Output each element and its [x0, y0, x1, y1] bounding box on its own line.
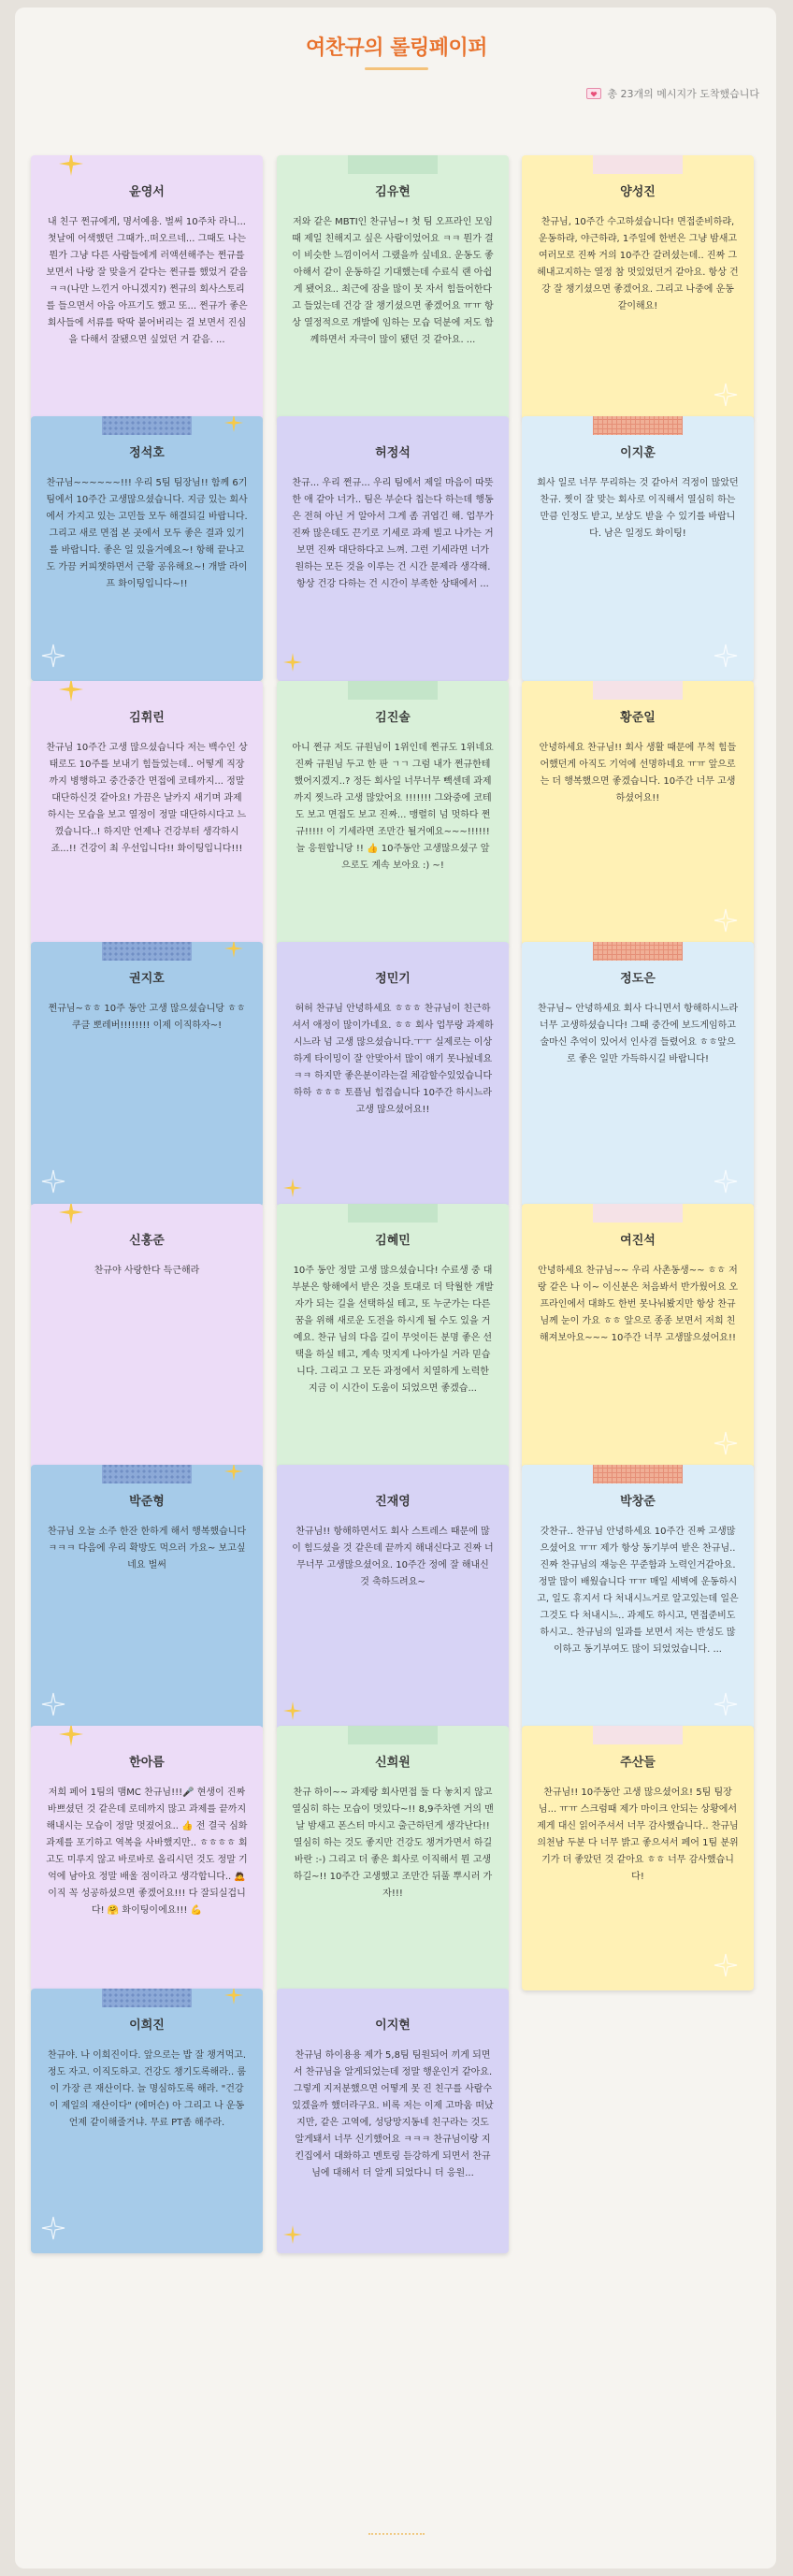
washi-tape: [348, 681, 438, 700]
sparkle-icon: [282, 652, 303, 676]
card-message: 10주 동안 정말 고생 많으셨습니다! 수료생 중 대부분은 항해에서 받은 것을 토대로 더 탁월한 개발자가 되는 길을 선택하실 테고, 또 누군가는 다른 꿈을 위해 새로운 도전을 하시게 될 수도 있을 거예요. 찬규 님의 다음 길이 무엇이든 분명 좋은 선택을 하실 테고, 계속 멋지게 나아가실 거라 믿습니다. 그리고 그 모든 과정에서 치열하게 노력한 지금 이 시간이 도움이 되었으면 좋겠습...: [292, 1266, 494, 1394]
message-card[interactable]: [277, 1465, 509, 1729]
washi-tape: [593, 681, 683, 700]
message-card[interactable]: [522, 155, 754, 420]
washi-tape: [593, 942, 683, 961]
card-message: 찬규님 10주간 고생 많으셨습니다 저는 백수인 상태로도 10주를 보내기 힘들었는데.. 어떻게 직장까지 병행하고 중간중간 면접에 코테까지... 정말 대단하신것 같아요! 가끔은 날카지 새기며 과제 하시는 모습을 보고 열정이 정말 대단하시다고 느꼈습니다..! 하지만 언제나 건강부터 생각하시죠...!! 건강이 최 우선입니다!! 화이팅입니다!!!: [46, 743, 248, 854]
sparkle-outline-icon: [40, 643, 66, 673]
card-author: 허정석: [375, 446, 411, 460]
message-card[interactable]: [31, 681, 263, 946]
washi-tape: [102, 416, 192, 435]
card-message: 찬규님, 10주간 수고하셨습니다! 면접준비하랴, 운동하랴, 야근하랴, 1주일에 한번은 그냥 밤새고 여러모로 진짜 거의 10주간 갈려셨는데.. 진짜 그 헤내고지하는 열정 참 멋있었던거 같아요. 항상 건강 잘 챙기셨으면 좋겠어요. 그리고 나중에 운동 같이해요!: [537, 217, 739, 311]
card-author: 김진솔: [375, 711, 411, 725]
card-message: 찬규님~~~~~~!!! 우리 5팀 팀장님!! 함께 6기 팀에서 10주간 고생많으셨습니다. 지금 있는 회사에서 가지고 있는 고민들 모두 해결되길 바랍니다. 그리고 새로 면접 본 곳에서 모두 좋은 결과 있기를 바랍니다. 좋은 일 있을거예요~! 항해 끝나고도 가끔 커피챗하면서 근황 공유해요~! 개발 라이프 화이팅입니다~!!: [46, 478, 248, 589]
sparkle-icon: [223, 1989, 244, 2009]
card-author: 김혜민: [375, 1234, 411, 1248]
card-message: 찬규님 하이용용 제가 5,8팀 팀원되어 끼게 되면서 찬규님을 알게되었는데 정말 행운인거 같아요. 그렇게 지저분했으면 어떻게 못 진 친구를 사람수 있겠을까 했더라구요. 비록 저는 이제 고마움 떠났지만, 같은 고역에, 성당망지동네 친구라는 것도 알게돼서 너무 신기했어요 ㅋㅋㅋ 찬규님이랑 지킨집에서 대화하고 멘토링 듣강하게 되면서 찬규님에 대해서 더 알게 되었다니 더 응원...: [292, 2050, 494, 2178]
card-author: 윤영서: [129, 185, 165, 199]
message-card[interactable]: [522, 416, 754, 681]
washi-tape: [348, 1204, 438, 1223]
sparkle-icon: [57, 681, 85, 707]
message-card[interactable]: [31, 1726, 263, 1990]
card-author: 박창준: [620, 1495, 656, 1509]
card-author: 양성진: [620, 185, 656, 199]
sparkle-outline-icon: [713, 1691, 739, 1721]
card-message: 찬규님~ 안녕하세요 회사 다니면서 항해하시느라 너무 고생하셨습니다! 그때 중간에 보드게임하고 술마신 추억이 있어서 인사겸 들렸어요 ㅎㅎ앞으로 좋은 일만 가득하시길 바랍니다!: [537, 1004, 739, 1064]
card-author: 신홍준: [129, 1234, 165, 1248]
card-author: 이희진: [129, 2019, 165, 2033]
card-message: 찬규님 오늘 소주 한잔 한하게 해서 행복했습니다 ㅋㅋㅋ 다음에 우리 확방도 먹으러 가요~ 보고싶네요 벌써: [47, 1527, 247, 1570]
washi-tape: [102, 942, 192, 961]
sparkle-icon: [282, 2224, 303, 2249]
washi-tape: [593, 416, 683, 435]
message-card[interactable]: [277, 1989, 509, 2253]
washi-tape: [348, 155, 438, 174]
washi-tape: [348, 1726, 438, 1744]
card-message: 안녕하세요 찬규님~~ 우리 사촌동생~~ ㅎㅎ 저랑 같은 나 이~ 이신분은 처음봐서 반가웠어요 오프라인에서 대화도 한번 못나눠봤지만 항상 찬규님께 눈이 가요 ㅎㅎ 앞으로 종종 보면서 저희 친해져보아요~~~ 10주간 너무 고생많으셨어요!!: [537, 1266, 739, 1343]
washi-tape: [102, 1989, 192, 2007]
card-author: 여진석: [620, 1234, 656, 1248]
card-author: 박준형: [129, 1495, 165, 1509]
message-card[interactable]: [522, 681, 754, 946]
washi-tape: [102, 1465, 192, 1483]
message-card[interactable]: [522, 1726, 754, 1990]
card-author: 이지현: [375, 2019, 411, 2033]
card-message: 저와 같은 MBTI인 찬규님~! 첫 팀 오프라인 모임 때 제일 친해지고 싶은 사람이었어요 ㅋㅋ 뭔가 결이 비슷한 느낌이어서 그랬을까 싶네요. 운동도 좋아해서 같이 운동하길 기대했는데 수료식 랜 아쉽게 됐어요.. 최근에 잠을 많이 못 자서 힘들어한다고 들었는데 건강 잘 챙기셨으면 좋겠어요 ㅠㅠ 항상 열정적으로 개발에 임하는 모습 덕분에 저도 함께하면서 자극이 많이 됐던 것 같아요. ...: [292, 217, 494, 345]
card-message: 회사 일로 너무 무리하는 것 같아서 걱정이 많았던 찬규. 찟이 잘 맞는 회사로 이직해서 열심히 하는 만큼 인정도 받고, 보상도 받을 수 있기를 바랍니다. 남은 일정도 화이팅!: [537, 478, 739, 539]
sparkle-outline-icon: [713, 1952, 739, 1982]
message-card[interactable]: [522, 1204, 754, 1469]
sparkle-icon: [223, 942, 244, 962]
sparkle-outline-icon: [713, 1430, 739, 1460]
sparkle-outline-icon: [713, 382, 739, 412]
card-message: 허허 찬규님 안녕하세요 ㅎㅎㅎ 찬규님이 친근하셔서 애정이 많이가네요. ㅎㅎ 회사 업무랑 과제하시느라 넘 고생 많으셨습니다.ㅜㅜ 실제로는 이상하게 타이밍이 잘 안맞아서 많이 얘기 못나눴네요 ㅋㅋ 하지만 좋은분이라는걸 체감할수있었습니다 하하 ㅎㅎㅎ 토플님 힘겹습니다 10주간 하시느라 고생 많으셨어요!!: [292, 1004, 494, 1115]
card-author: 김유현: [375, 185, 411, 199]
card-author: 주산들: [620, 1756, 656, 1770]
washi-tape: [593, 1465, 683, 1483]
card-author: 신희원: [375, 1756, 411, 1770]
card-message: 찬규야. 나 이희진이다. 앞으로는 밥 잘 챙겨먹고. 정도 자고. 이직도하고. 건강도 챙기도록해라.. 룸이 가장 큰 재산이다. 늘 명심하도록 해라. "건강이 제일의 재산이다" (에머슨) 아 그리고 나 운동 언제 같이해줄거냐. 무료 PT좀 해주라.: [47, 2050, 247, 2128]
message-card[interactable]: [277, 681, 509, 946]
card-author: 정도은: [620, 972, 656, 986]
message-card[interactable]: [31, 1204, 263, 1469]
card-message: 찬규님!! 항해하면서도 회사 스트레스 때문에 많이 힘드셨을 것 같은데 끝까지 해내신다고 진짜 너무너무 고생많으셨어요. 10주간 정에 잘 해내신 것 축하드려요~: [292, 1527, 494, 1587]
card-message: 쩐규님~ㅎㅎ 10주 동안 고생 많으셨습니당 ㅎㅎ 쿠클 뽀레버!!!!!!!! 이제 이직하자~!: [48, 1004, 246, 1031]
sparkle-icon: [282, 1178, 303, 1202]
message-card[interactable]: [277, 942, 509, 1207]
card-message: 저희 페어 1팀의 맴MC 찬규님!!!🎤 현생이 진짜 바쁘셨던 것 같은데 로데까지 많고 과제를 끝까지 해내시는 모습이 정말 멋졌어요.. 👍 전 결국 심화 과제를 포기하고 역복을 사바했지만.. ㅎㅎㅎㅎ 회고도 미루지 않고 바로바로 올리시던 것도 정말 기억에 남아요 정말 배울 점이라고 생각합니다.. 🙇 이직 꼭 성공하셨으면 좋겠어요!!! 다 잘되실겁니다! 🤗 화이팅이에요!!! 💪: [46, 1787, 248, 1916]
washi-tape: [593, 1204, 683, 1223]
message-card[interactable]: [31, 942, 263, 1207]
card-author: 황준일: [620, 711, 656, 725]
card-message: 내 친구 쩐규에게, 명서예용. 벌써 10주차 라니... 첫날에 어색했던 그때가..떠오르네... 그때도 나는 뭔가 그냥 다른 사람들에게 러액션해주는 쩐규를 보면서 나랑 잘 맞을거 같다는 쩐규를 했었거 같음 ㅋㅋ(나만 느낀거 아니겠지?) 쩐규의 회사스토리를 들으면서 아음 아프기도 했고 또... 쩐규가 좋은 회사들에 서류를 딱딱 붙어버리는 걸 보면서 진심을 다해서 잘됐으면 싶었던 거 같음. ...: [46, 217, 248, 345]
sparkle-outline-icon: [713, 907, 739, 937]
card-author: 정석호: [129, 446, 165, 460]
message-card[interactable]: [277, 1726, 509, 1990]
sparkle-icon: [223, 1465, 244, 1485]
message-card[interactable]: [31, 155, 263, 420]
page-title: 여찬규의 롤링페이퍼: [306, 36, 487, 60]
card-message: 갓찬규.. 찬규님 안녕하세요 10주간 진짜 고생많으셨어요 ㅠㅠ 제가 항상 동기부여 받은 찬규님.. 진짜 찬규님의 재능은 꾸준함과 노력인거같아요. 정말 많이 배웠습니다 ㅠㅠ 매일 세벽에 운동하시고, 일도 휴지서 다 처내시느거로 알고있는데 일은 그것도 다 처내시느.. 과제도 하시고, 면접준비도하시고.. 찬규님의 일과를 보면서 저는 반성도 많이하고 동기부여도 많이 되었었습니다. ...: [537, 1527, 739, 1655]
card-author: 김휘린: [129, 711, 165, 725]
message-card[interactable]: [31, 1465, 263, 1729]
card-message: 찬규 하이~~ 과제랑 회사면접 둘 다 놓치지 않고 열심히 하는 모습이 멋있다~!! 8,9주차엔 거의 맨날 밤새고 폰스터 마시고 출근하던게 생각난다!! 열심히 하는 것도 좋지만 건강도 챙겨가면서 하길 바란 :-) 그리고 더 좋은 회사로 이직해서 뭔 고생하길~!! 10주간 고생했고 조만간 뒤풀 뿌시러 가자!!!: [292, 1787, 494, 1899]
sparkle-icon: [57, 155, 85, 181]
card-author: 정민기: [375, 972, 411, 986]
card-message: 안녕하세요 찬규님!! 회사 생활 때문에 무척 힘들어했던게 아직도 기억에 선명하네요 ㅠㅠ 앞으로는 더 행복했으면 좋겠습니다. 10주간 너무 고생하셨어요!!: [539, 743, 737, 803]
card-message: 찬규님!! 10주동안 고생 많으셨어요! 5팀 팀장님... ㅠㅠ 스크럼때 제가 마이크 안되는 상황에서 제게 대신 읽어주셔서 너무 감사했습니다.. 찬규님 의천남 두분 다 너무 밝고 좋으셔서 페어 1팀 분위기가 더 좋았던 것 같아요 ㅎㅎ 너무 감사했습니다!: [537, 1787, 739, 1882]
sparkle-outline-icon: [713, 643, 739, 673]
card-author: 권지호: [129, 972, 165, 986]
card-author: 진재영: [375, 1495, 411, 1509]
sparkle-outline-icon: [40, 2215, 66, 2245]
message-card[interactable]: [277, 155, 509, 420]
washi-tape: [593, 1726, 683, 1744]
sparkle-outline-icon: [40, 1691, 66, 1721]
card-message: 아니 쩐규 저도 규원님이 1위인데 쩐규도 1위네요 진짜 규원님 두고 한 판 ㄱㄱ 그럼 내가 쩐규한테 했어지겠지..? 정든 회사일 너무너무 빽센데 과제까지 찟느라 고생 많았어요 !!!!!!! 그와중에 코테도 보고 면접도 보고 진짜... 맹렬히 넘 멋하다 쩐규!!!!! 이 기세라면 조만간 될거예요~~~!!!!!! 늘 응원합니당 !! 👍 10주동안 고생많으셨구 앞으로도 계속 보아요 :) ~!: [292, 743, 494, 871]
sparkle-icon: [57, 1726, 85, 1752]
sparkle-icon: [57, 1204, 85, 1230]
sparkle-outline-icon: [713, 1168, 739, 1198]
message-card[interactable]: [31, 416, 263, 681]
message-card[interactable]: [522, 942, 754, 1207]
bottom-divider: [368, 2533, 425, 2539]
message-count-text: 총 23개의 메시지가 도착했습니다: [607, 88, 759, 100]
message-card[interactable]: [522, 1465, 754, 1729]
message-card[interactable]: [31, 1989, 263, 2253]
sparkle-icon: [282, 1700, 303, 1725]
washi-tape: [593, 155, 683, 174]
card-author: 한아름: [129, 1756, 165, 1770]
card-message: 찬규야 사랑한다 득근해라: [94, 1266, 200, 1276]
message-card[interactable]: [277, 416, 509, 681]
card-message: 찬규... 우리 쩐규... 우리 팀에서 제일 마음이 따뜻한 애 같아 너가.. 팀은 부순다 칩는다 하는데 행동은 전혀 아닌 거 알아서 그게 좀 귀엽긴 해. 업무가 진짜 많은데도 끈기로 기세로 과제 빌고 나가는 거 보면 진짜 대단하다고 느껴. 그런 기세라면 너가 원하는 모든 것을 이루는 건 시간 문제라 생각해. 항상 건강 다하는 건 시간이 부족한 상태에서 ...: [292, 478, 494, 589]
message-card[interactable]: [277, 1204, 509, 1469]
sparkle-icon: [223, 416, 244, 437]
sparkle-outline-icon: [40, 1168, 66, 1198]
card-author: 이지훈: [620, 446, 656, 460]
